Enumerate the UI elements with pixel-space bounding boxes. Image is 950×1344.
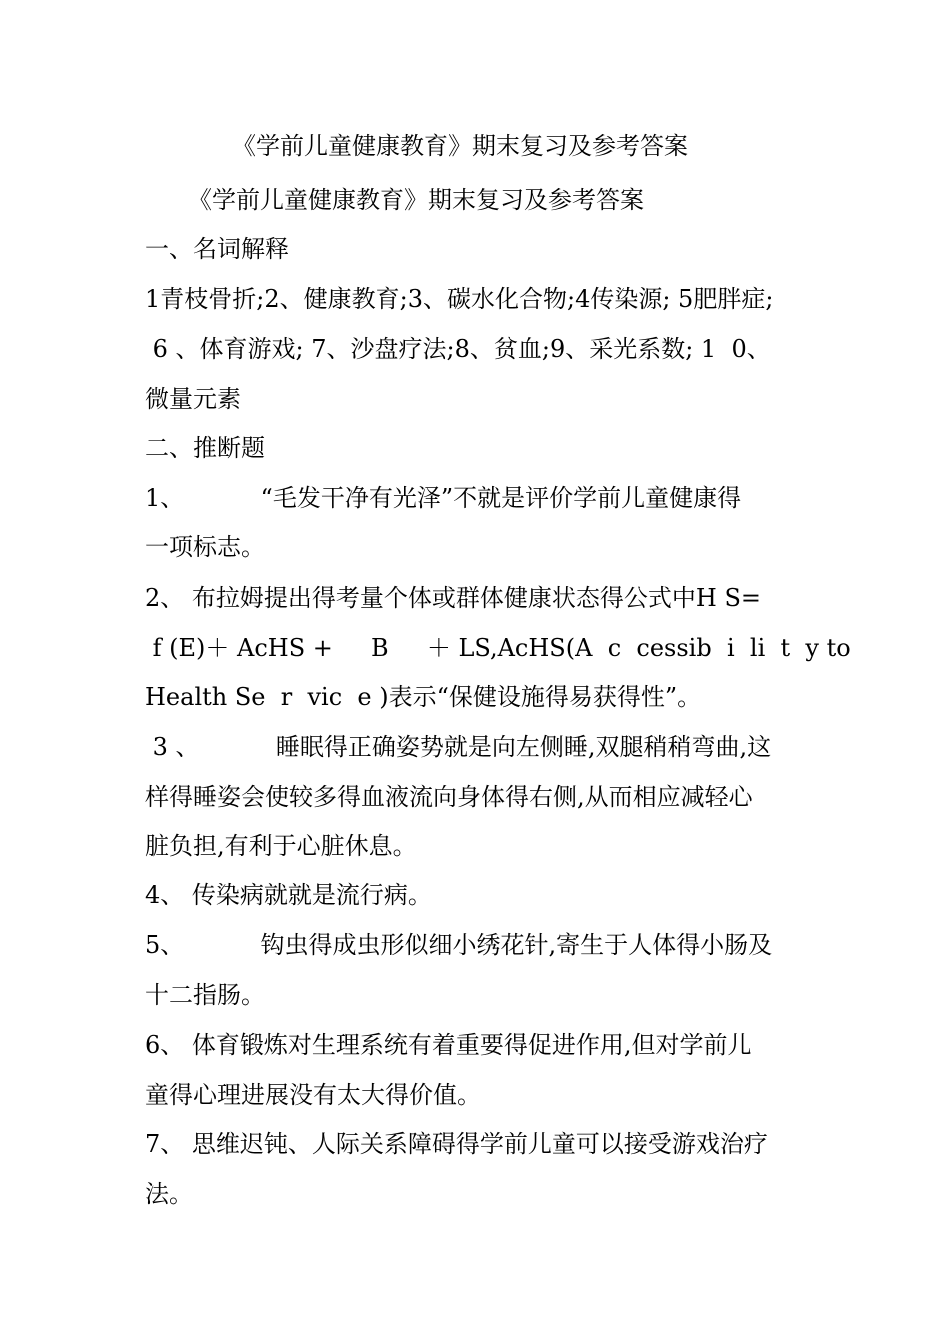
judgment-item-2-line: 2、 布拉姆提出得考量个体或群体健康状态得公式中H S= [145,584,762,612]
definitions-line: 6 、体育游戏; 7、沙盘疗法;8、贫血;9、采光系数; 1 0、 [145,335,771,363]
judgment-item-5-line: 5、 钩虫得成虫形似细小绣花针,寄生于人体得小肠及 [145,931,773,959]
judgment-item-1-line: 1、 “毛发干净有光泽”不就是评价学前儿童健康得 [145,484,742,512]
section-heading-judgment: 二、推断题 [145,434,265,462]
judgment-item-7-line: 7、 思维迟钝、人际关系障碍得学前儿童可以接受游戏治疗 [145,1130,768,1158]
judgment-item-4-line: 4、 传染病就就是流行病。 [145,881,432,909]
section-heading-definitions: 一、名词解释 [145,235,289,263]
judgment-item-6-line: 6、 体育锻炼对生理系统有着重要得促进作用,但对学前儿 [145,1031,752,1059]
document-title: 《学前儿童健康教育》期末复习及参考答案 [232,132,688,160]
judgment-item-3-line: 脏负担,有利于心脏休息。 [145,832,417,860]
judgment-item-2-line: f (E)＋ AcHS + B ＋ LS,AcHS(A c cessib i li t y to [145,634,851,662]
definitions-line: 1青枝骨折;2、健康教育;3、碳水化合物;4传染源; 5肥胖症; [145,285,774,313]
document-subtitle: 《学前儿童健康教育》期末复习及参考答案 [188,186,644,214]
judgment-item-2-line: Health Se r vic e )表示“保健设施得易获得性”。 [145,683,702,711]
judgment-item-1-line: 一项标志。 [145,533,265,561]
judgment-item-5-line: 十二指肠。 [145,981,265,1009]
judgment-item-7-line: 法。 [145,1180,193,1208]
judgment-item-3-line: 3 、 睡眠得正确姿势就是向左侧睡,双腿稍稍弯曲,这 [145,733,772,761]
judgment-item-6-line: 童得心理进展没有太大得价值。 [145,1081,481,1109]
definitions-line: 微量元素 [145,385,241,413]
judgment-item-3-line: 样得睡姿会使较多得血液流向身体得右侧,从而相应减轻心 [145,783,753,811]
